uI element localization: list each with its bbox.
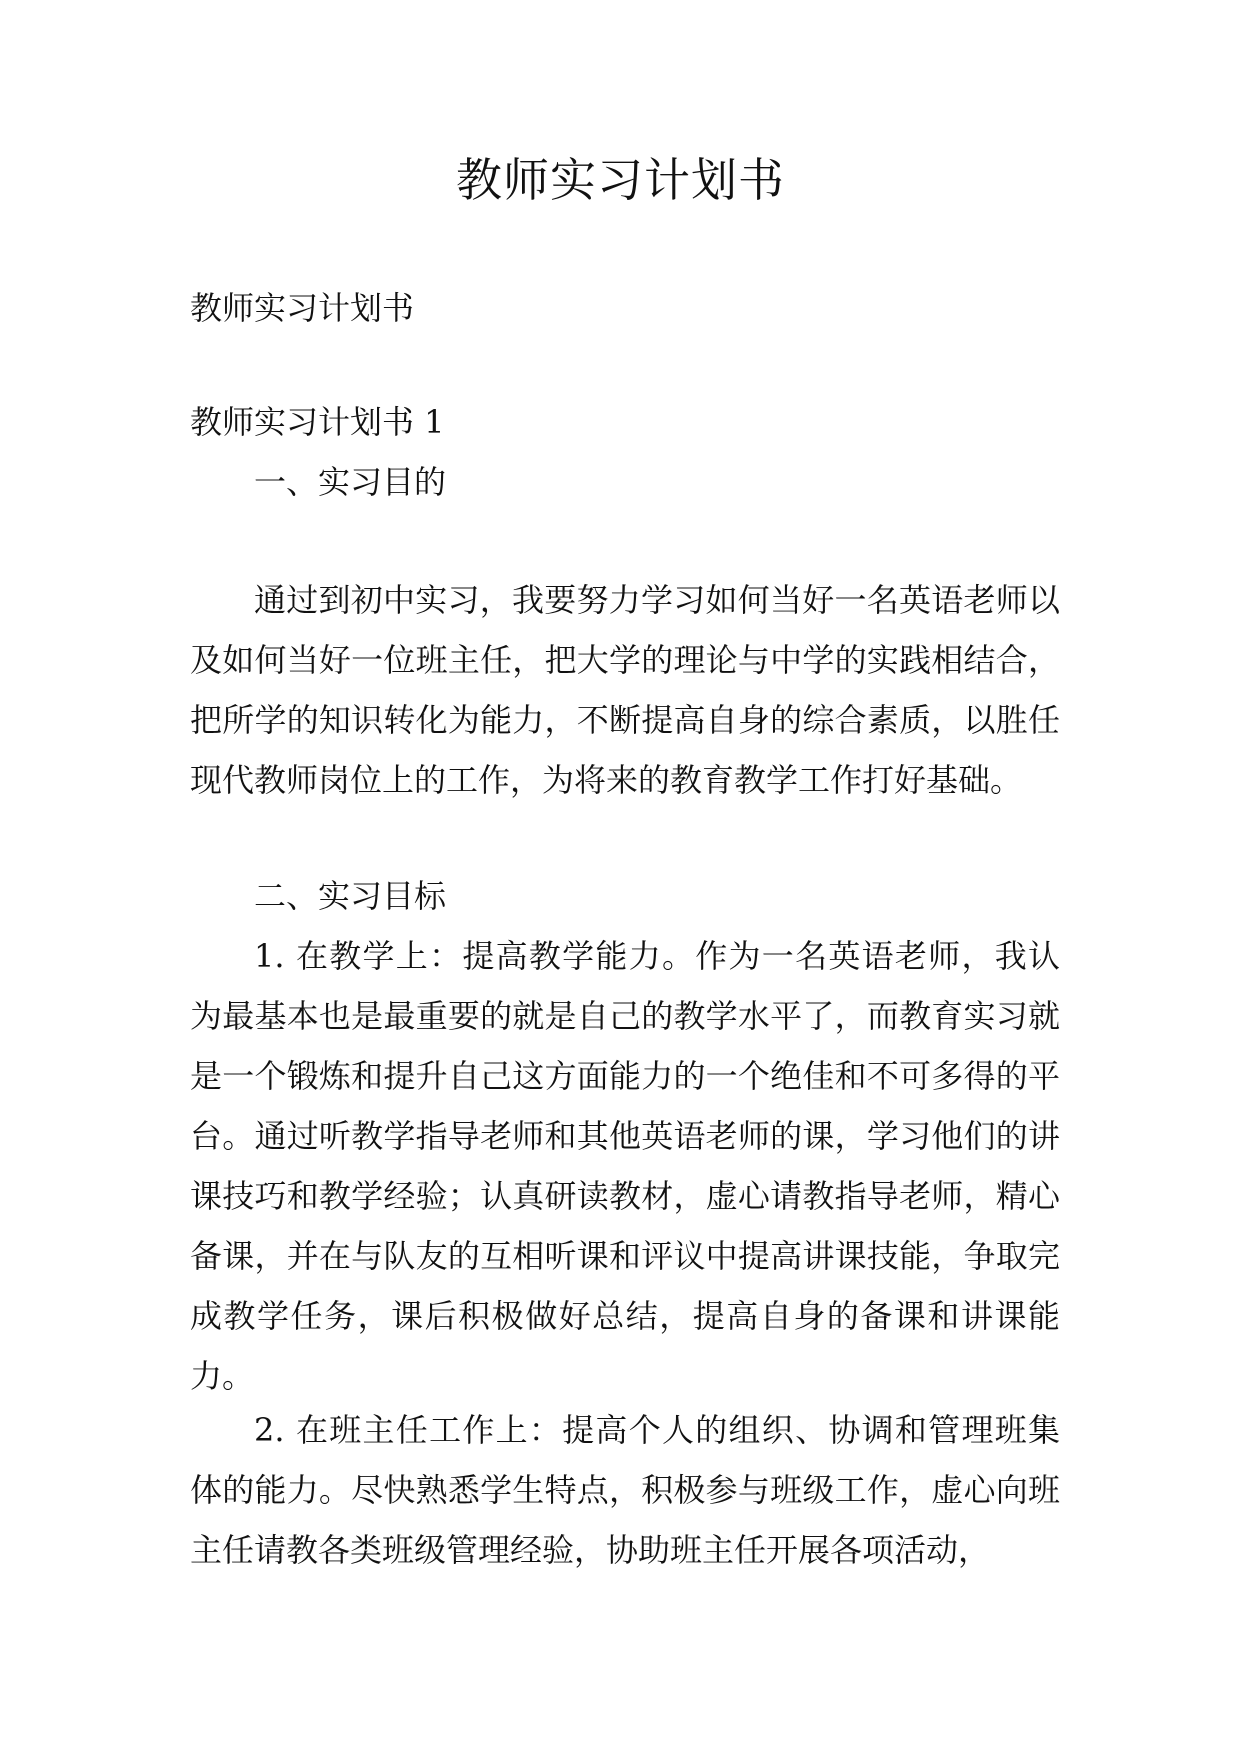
plan-label: 教师实习计划书 1 <box>190 403 445 441</box>
document-title: 教师实习计划书 <box>456 153 785 207</box>
document-subtitle: 教师实习计划书 <box>190 289 415 327</box>
paragraph-purpose: 通过到初中实习，我要努力学习如何当好一名英语老师以及如何当好一位班主任，把大学的理论与中学的实践相结合，把所学的知识转化为能力，不断提高自身的综合素质，以胜任现代教师岗位上的工作，为将来的教育教学工作打好基础。 <box>190 581 1060 799</box>
section-heading-purpose: 一、实习目的 <box>254 463 447 501</box>
section-heading-goals: 二、实习目标 <box>254 877 447 915</box>
paragraph-teaching-goal: 1. 在教学上：提高教学能力。作为一名英语老师，我认为最基本也是最重要的就是自己的教学水平了，而教育实习就是一个锻炼和提升自己这方面能力的一个绝佳和不可多得的平台。通过听教学指导老师和其他英语老师的课，学习他们的讲课技巧和教学经验；认真研读教材，虚心请教指导老师，精心备课，并在与队友的互相听课和评议中提高讲课技能，争取完成教学任务，课后积极做好总结，提高自身的备课和讲课能力。 <box>190 937 1060 1395</box>
paragraph-class-teacher-goal: 2. 在班主任工作上：提高个人的组织、协调和管理班集体的能力。尽快熟悉学生特点，积极参与班级工作，虚心向班主任请教各类班级管理经验，协助班主任开展各项活动， <box>190 1411 1060 1569</box>
